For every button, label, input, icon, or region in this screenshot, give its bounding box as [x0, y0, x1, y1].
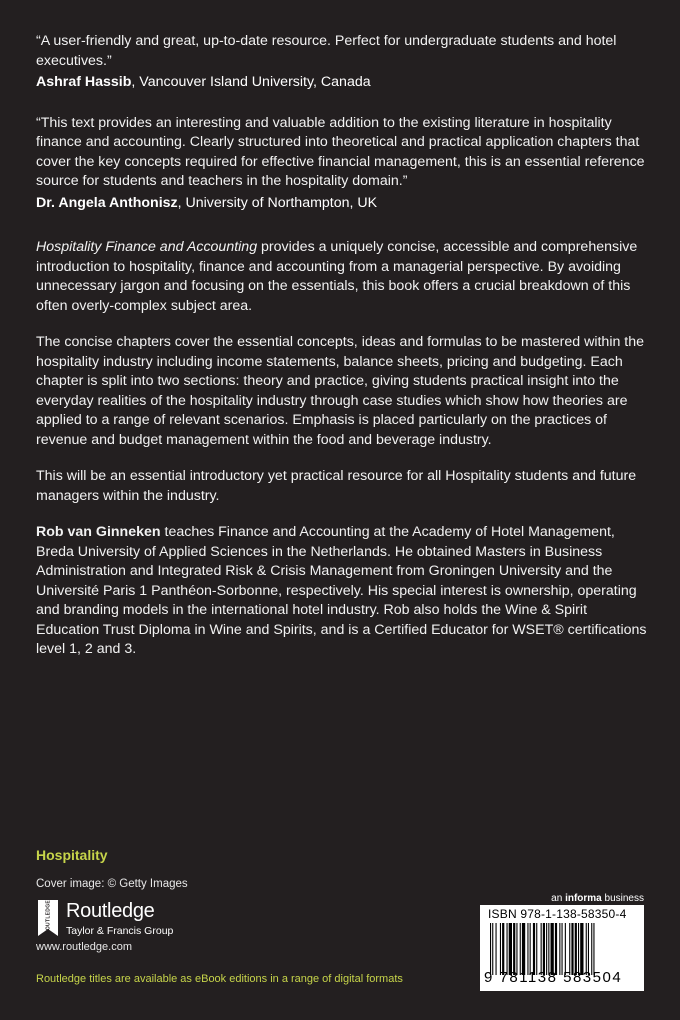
barcode-bar — [575, 923, 577, 975]
isbn-barcode — [480, 905, 644, 991]
barcode-bar — [546, 923, 547, 975]
publisher-name: Routledge — [66, 900, 155, 922]
barcode-bar — [527, 923, 528, 975]
barcode-bar — [588, 923, 589, 975]
review-author-2: Dr. Angela Anthonisz — [36, 194, 178, 211]
publisher-website[interactable]: www.routledge.com — [36, 941, 132, 953]
barcode-bar — [578, 923, 579, 975]
blurb-paragraph-1-text: provides a uniquely concise, accessible and comprehensive introduction to hospitality, finance and accounting from a managerial perspective. By avoiding unnecessary jargon and focusing on the essentials, this book offers a crucial breakdown of this often overly-complex subject area. — [36, 239, 638, 314]
author-bio-text: teaches Finance and Accounting at the Academy of Hotel Management, Breda University of Applied Sciences in the Netherlands. He obtained Masters in Business Administration and Integrated Risk & Crisis Management from Groningen University and the Université Paris 1 Panthéon-Sorbonne, respectively. His special interest is ownership, operating and branding models in the international hotel industry. Rob also holds the Wine & Spirit Education Trust Diploma in Wine and Spirits, and is a Certified Educator for WSET® certifications level 1, 2 and 3. — [36, 524, 647, 657]
back-cover-text — [36, 32, 648, 660]
barcode-bar — [496, 923, 497, 975]
barcode-bar — [533, 923, 535, 975]
routledge-logo — [36, 898, 216, 942]
barcode-bar — [500, 923, 501, 975]
blurb-paragraph-2: The concise chapters cover the essential concepts, ideas and formulas to be mastered within the hospitality industry including income statements, balance sheets, pricing and budgeting. Each chapter is split into two sections: theory and practice, giving students practical insight into the everyday realities of the hospitality industry through case studies which show how theories are applied to a range of relevant scenarios. Emphasis is placed particularly on the practices of revenue and budget management within the food and beverage industry. — [36, 334, 645, 448]
barcode-bar — [586, 923, 587, 975]
informa-tagline — [551, 893, 644, 904]
review-attribution-2 — [36, 194, 648, 214]
review-affiliation-2: , University of Northampton, UK — [177, 194, 378, 211]
author-bio — [36, 523, 648, 660]
informa-prefix: an — [551, 893, 566, 904]
barcode-bar — [541, 923, 542, 975]
blurb-paragraph-1 — [36, 238, 648, 316]
informa-suffix: business — [601, 893, 644, 904]
publisher-group: Taylor & Francis Group — [66, 925, 174, 937]
barcode-bar — [536, 923, 537, 975]
routledge-vertical-wordmark: ROUTLEDGE — [45, 899, 52, 935]
barcode-bar — [520, 923, 521, 975]
barcode-bar — [502, 923, 504, 975]
book-title: Hospitality Finance and Accounting — [36, 239, 258, 255]
barcode-bar — [513, 923, 515, 975]
barcode-bar — [555, 923, 557, 975]
review-affiliation-1: , Vancouver Island University, Canada — [131, 74, 371, 90]
barcode-bar — [591, 923, 592, 975]
review-quote-2: “This text provides an interesting and valuable addition to the existing literature in hospitality finance and accounting. Clearly structured into theoretical and practical application chapters that cover the key concepts required for effective financial management, this is an essential reference source for students and teachers in the hospitality domain.” — [36, 114, 645, 189]
barcode-bar — [516, 923, 517, 975]
barcode-bar — [580, 923, 583, 975]
barcode-bar — [522, 923, 525, 975]
barcode-bar — [551, 923, 554, 975]
subject-category: Hospitality — [36, 847, 108, 863]
barcode-bar — [565, 923, 566, 975]
barcode-bar — [562, 923, 563, 975]
barcode-bar — [543, 923, 545, 975]
cover-credit: Cover image: © Getty Images — [36, 878, 188, 890]
barcode-bars — [488, 923, 636, 975]
review-attribution-1 — [36, 73, 648, 93]
barcode-bar — [530, 923, 531, 975]
barcode-number: 9 781138 583504 — [484, 969, 623, 986]
review-quote-1: “A user-friendly and great, up-to-date resource. Perfect for undergraduate students and hotel executives.” — [36, 33, 617, 69]
barcode-bar — [569, 923, 570, 975]
barcode-bar — [571, 923, 573, 975]
routledge-emblem-icon — [36, 898, 60, 938]
barcode-bar — [490, 923, 491, 975]
isbn-text: ISBN 978-1-138-58350-4 — [488, 907, 627, 921]
informa-brand: informa — [565, 893, 602, 904]
blurb-paragraph-3: This will be an essential introductory yet practical resource for all Hospitality students and future managers within the industry. — [36, 468, 637, 504]
author-name: Rob van Ginneken — [36, 524, 161, 540]
ebook-note: Routledge titles are available as eBook editions in a range of digital formats — [36, 973, 403, 985]
barcode-bar — [509, 923, 512, 975]
review-author-1: Ashraf Hassib — [36, 74, 132, 90]
barcode-bar — [548, 923, 549, 975]
barcode-bar — [492, 923, 493, 975]
barcode-bar — [559, 923, 560, 975]
barcode-bar — [593, 923, 594, 975]
barcode-bar — [507, 923, 508, 975]
